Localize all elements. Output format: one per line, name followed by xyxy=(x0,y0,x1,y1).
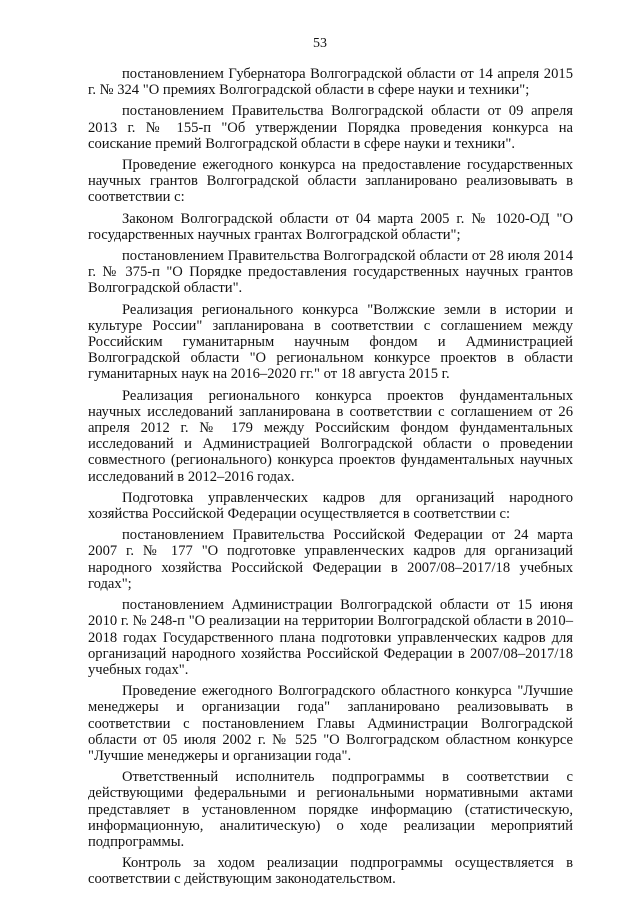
paragraph: постановлением Администрации Волгоградской области от 15 июня 2010 г. № 248-п "О реализации на территории Волгоградской области в 2010–2018 годах Государственного плана подготовки управленческих кадров для организаций народного хозяйства Российской Федерации в 2007/08–2017/18 учебных годах". xyxy=(88,597,573,678)
paragraph: постановлением Правительства Российской Федерации от 24 марта 2007 г. № 177 "О подготовке управленческих кадров для организаций народного хозяйства Российской Федерации в 2007/08–2017/18 учебных годах"; xyxy=(88,527,573,592)
paragraph: Проведение ежегодного конкурса на предоставление государственных научных грантов Волгоградской области запланировано реализовывать в соответствии с: xyxy=(88,157,573,206)
paragraph: Проведение ежегодного Волгоградского областного конкурса "Лучшие менеджеры и организации года" запланировано реализовывать в соответствии с постановлением Главы Администрации Волгоградской области от 05 июля 2002 г. № 525 "О Волгоградском областном конкурсе "Лучшие менеджеры и организации года". xyxy=(88,683,573,764)
paragraph: Реализация регионального конкурса "Волжские земли в истории и культуре России" запланирована в соответствии с соглашением между Российским гуманитарным научным фондом и Администрацией Волгоградской области "О региональном конкурсе проектов в области гуманитарных наук на 2016–2020 гг." от 18 августа 2015 г. xyxy=(88,301,573,383)
paragraph: постановлением Правительства Волгоградской области от 09 апреля 2013 г. № 155-п "Об утверждении Порядка проведения конкурса на соискание премий Волгоградской области в сфере науки и техники". xyxy=(88,103,573,152)
paragraph: постановлением Губернатора Волгоградской области от 14 апреля 2015 г. № 324 "О премиях Волгоградской области в сфере науки и техники"; xyxy=(88,66,573,99)
paragraph: постановлением Правительства Волгоградской области от 28 июля 2014 г. № 375-п "О Порядке предоставления государственных научных грантов Волгоградской области". xyxy=(88,248,573,297)
paragraph: Ответственный исполнитель подпрограммы в соответствии с действующими федеральными и региональными нормативными актами представляет в установленном порядке информацию (статистическую, информационную, аналитическую) о ходе реализации мероприятий подпрограммы. xyxy=(88,769,573,850)
paragraph: Подготовка управленческих кадров для организаций народного хозяйства Российской Федерации осуществляется в соответствии с: xyxy=(88,489,573,523)
paragraph: Контроль за ходом реализации подпрограммы осуществляется в соответствии с действующим законодательством. xyxy=(88,855,573,888)
page-number: 53 xyxy=(313,36,327,51)
paragraph: Реализация регионального конкурса проектов фундаментальных научных исследований запланирована в соответствии с соглашением от 26 апреля 2012 г. № 179 между Российским фондом фундаментальных исследований и Администрацией Волгоградской области о проведении совместного (регионального) конкурса проектов фундаментальных научных исследований в 2012–2016 годах. xyxy=(88,387,573,485)
paragraph: Законом Волгоградской области от 04 марта 2005 г. № 1020-ОД "О государственных научных грантах Волгоградской области"; xyxy=(88,210,573,243)
document-body xyxy=(88,66,573,893)
